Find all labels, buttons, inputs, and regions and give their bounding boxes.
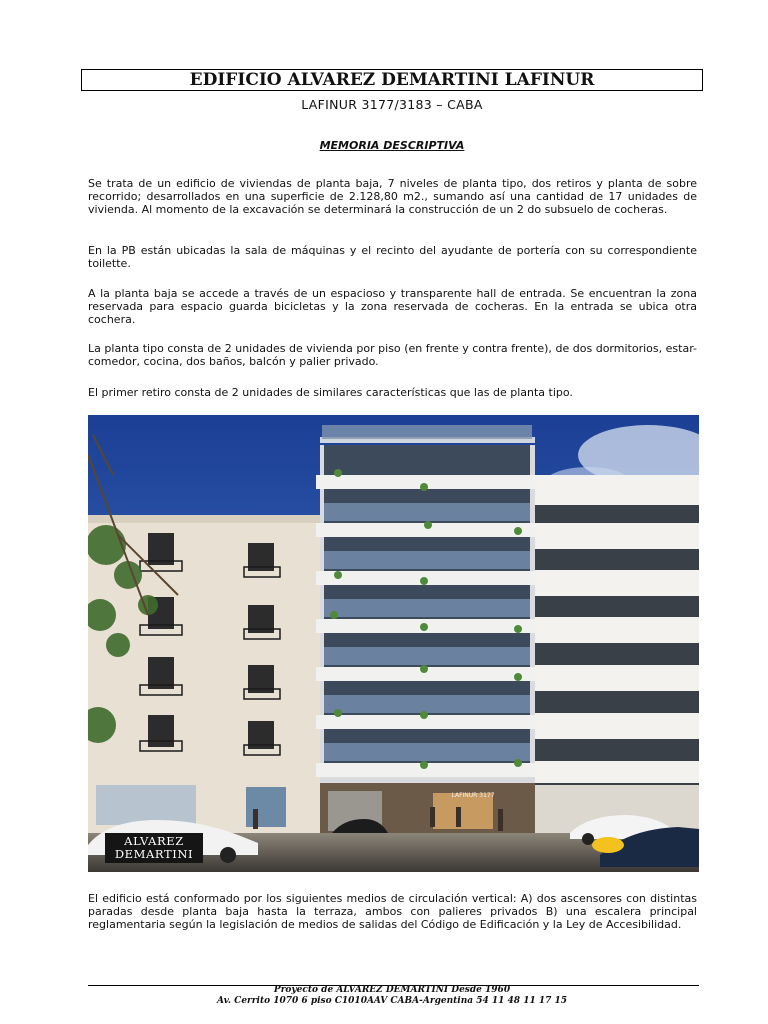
- paragraph-ground-floor: En la PB están ubicadas la sala de máquinas y el recinto del ayudante de portería con su correspondiente toilette.: [88, 244, 697, 270]
- paragraph-overview: Se trata de un edificio de viviendas de planta baja, 7 niveles de planta tipo, dos retiros y planta de sobre recorrido; desarrollados en una superficie de 2.128,80 m2., sumando así una cantidad de 17 unidades de vivienda. Al momento de la excavación se determinará la construcción de un 2 do subsuelo de cocheras.: [88, 177, 697, 216]
- paragraph-typical-floor: La planta tipo consta de 2 unidades de vivienda por piso (en frente y contra frente), de dos dormitorios, estar-comedor, cocina, dos baños, balcón y palier privado.: [88, 342, 697, 368]
- brand-label: [105, 833, 203, 863]
- footer-address-line: Av. Cerrito 1070 6 piso C1010AAV CABA-Argentina 54 11 48 11 17 15: [216, 996, 568, 1006]
- document-address: LAFINUR 3177/3183 – CABA: [301, 97, 483, 112]
- paragraph-first-setback: El primer retiro consta de 2 unidades de similares características que las de planta tipo.: [88, 386, 573, 399]
- document-title: EDIFICIO ALVAREZ DEMARTINI LAFINUR: [81, 69, 703, 91]
- section-heading: MEMORIA DESCRIPTIVA: [319, 139, 465, 152]
- paragraph-entrance: A la planta baja se accede a través de un espacioso y transparente hall de entrada. Se encuentran la zona reservada para espacio guarda bicicletas y la zona reservada de cocheras. En la entrada se ubica otra cochera.: [88, 287, 697, 326]
- footer-project-line: Proyecto de ALVAREZ DEMARTINI Desde 1960: [273, 985, 511, 995]
- brand-line-1: ALVAREZ: [124, 834, 184, 848]
- building-sign: LAFINUR 3177: [451, 792, 495, 799]
- brand-line-2: DEMARTINI: [114, 847, 194, 861]
- building-render-image: [88, 415, 699, 872]
- paragraph-vertical-circulation: El edificio está conformado por los siguientes medios de circulación vertical: A) dos ascensores con distintas paradas desde planta baja hasta la terraza, ambos con palieres privados B) una escalera principal reglamentaria según la legislación de medios de salidas del Código de Edificación y la Ley de Accesibilidad.: [88, 892, 697, 931]
